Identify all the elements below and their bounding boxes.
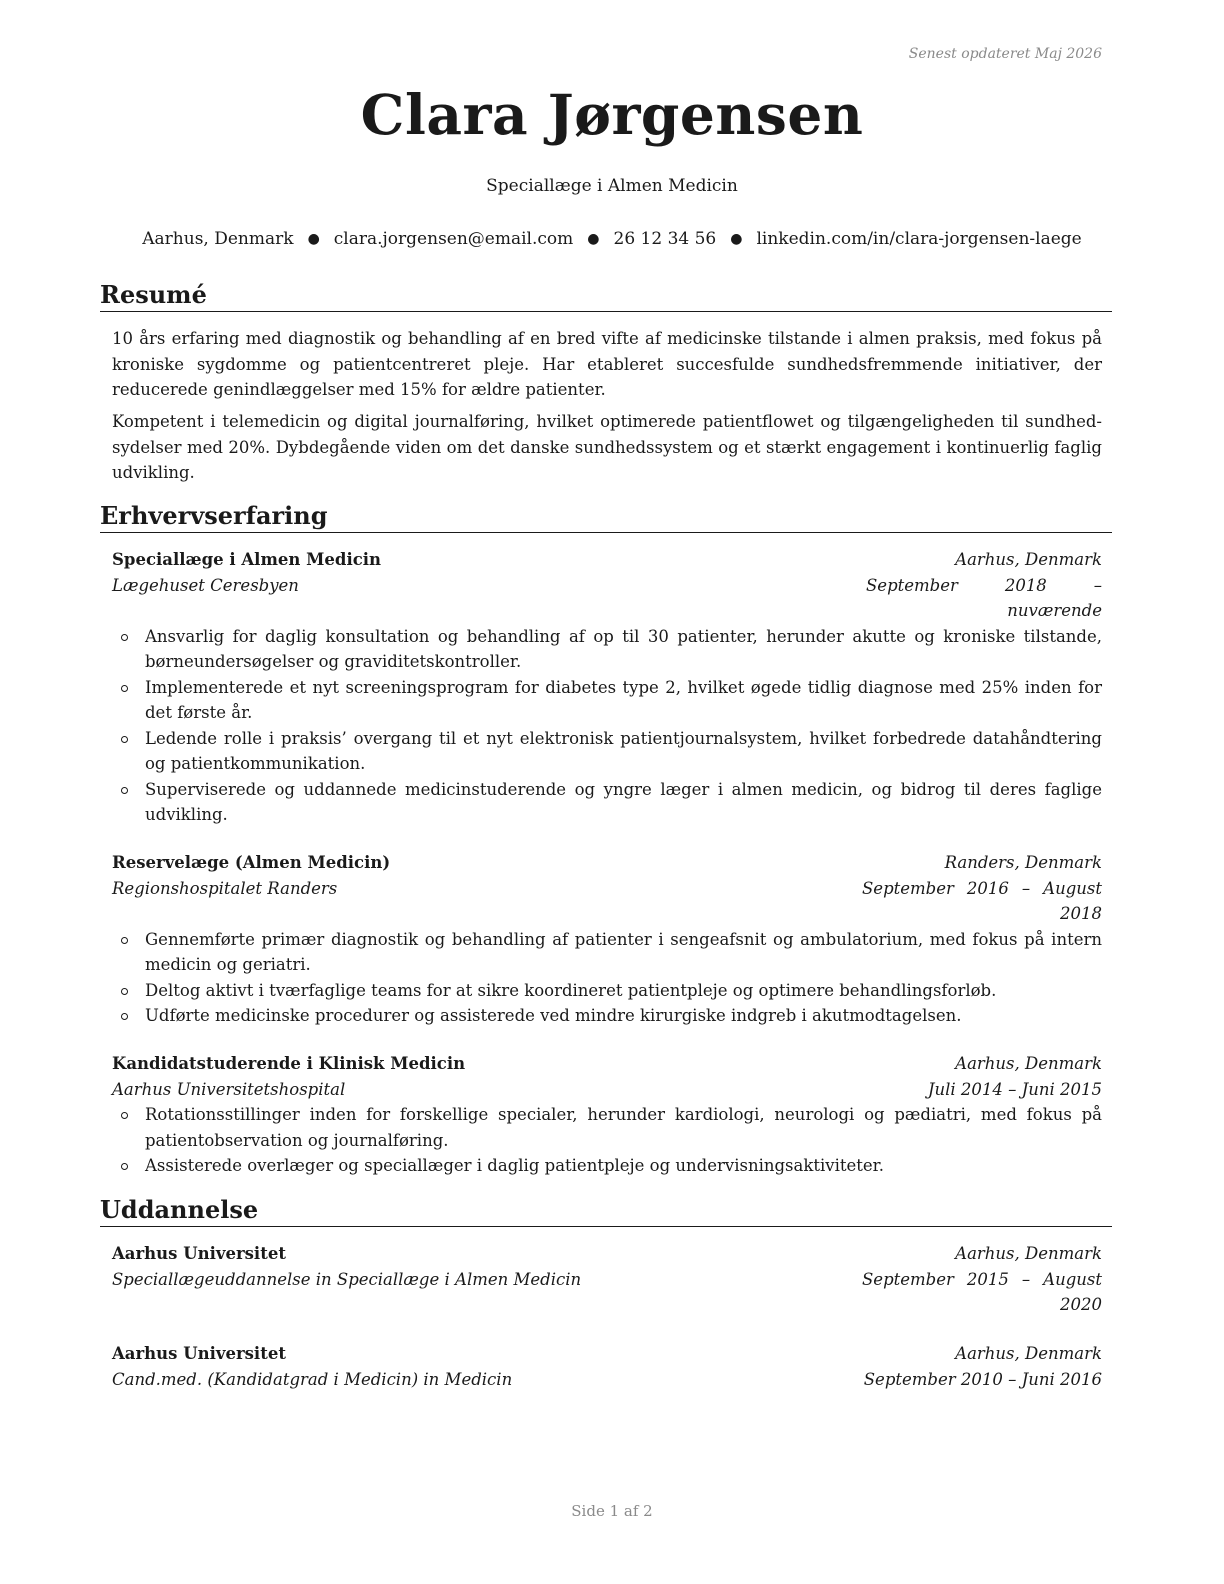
experience-entry	[112, 547, 1102, 828]
list-item: Rotationsstillinger inden for forskellige specialer, herunder kardiologi, neurologi og pædiatri, med fokus på patientobservation og journalføring.	[112, 1102, 1102, 1153]
candidate-title: Speciallæge i Almen Medicin	[486, 176, 738, 196]
bullet-separator-icon: ●	[307, 231, 320, 247]
job-dates: September 2016 – August 2018	[862, 878, 1102, 923]
job-title: Kandidatstuderende i Klinisk Medicin	[112, 1054, 466, 1073]
list-item: Implementerede et nyt screeningsprogram for diabetes type 2, hvilket øgede tidlig diagnose med 25% inden for det første år.	[112, 675, 1102, 726]
candidate-name: Clara Jørgensen	[360, 82, 864, 147]
degree: Cand.med. (Kandidatgrad i Medicin) in Medicin	[112, 1369, 513, 1389]
list-item: Superviserede og uddannede medicinstuderende og yngre læger i almen medicin, og bidrog til deres faglige udvikling.	[112, 777, 1102, 828]
section-title-education: Uddannelse	[100, 1195, 1112, 1227]
job-organization: Lægehuset Ceresbyen	[112, 575, 299, 595]
summary-paragraph: 10 års erfaring med diagnostik og behandling af en bred vifte af medicinske tilstande i almen praksis, med fokus på kroniske sygdomme og patientcentreret pleje. Har etableret succesfulde sundhedsfremmende initiativer, der reducerede genindlæggelser med 15% for ældre patienter.	[112, 329, 1102, 399]
school-name: Aarhus Universitet	[112, 1344, 286, 1363]
list-item: Udførte medicinske procedurer og assisterede ved mindre kirurgiske indgreb i akutmodtagelsen.	[112, 1003, 1102, 1029]
bullet-separator-icon: ●	[587, 231, 600, 247]
list-item: Assisterede overlæger og speciallæger i daglig patientpleje og undervisningsaktiviteter.	[112, 1153, 1102, 1179]
job-responsibilities	[112, 927, 1102, 1029]
list-item: Ledende rolle i praksis’ overgang til et nyt elektronisk patientjournalsystem, hvilket forbedrede datahåndtering og patientkommunikation.	[112, 726, 1102, 777]
job-dates: Juli 2014 – Juni 2015	[927, 1079, 1102, 1099]
summary-paragraph: Kompetent i telemedicin og digital journalføring, hvilket optimerede patientflowet og tilgængeligheden til sundhedsydelser med 20%. Dybdegående viden om det danske sundhedssystem og et stærkt engagement i kontinuerlig faglig udvikling.	[112, 412, 1102, 482]
school-location: Aarhus, Denmark	[955, 1344, 1102, 1363]
job-location: Randers, Denmark	[944, 853, 1102, 872]
contact-linkedin[interactable]: linkedin.com/in/clara-jorgensen-laege	[756, 229, 1082, 249]
education-entry	[112, 1241, 1102, 1318]
job-organization: Aarhus Universitetshospital	[112, 1079, 346, 1099]
school-location: Aarhus, Denmark	[955, 1244, 1102, 1263]
last-updated: Senest opdateret Maj 2026	[908, 46, 1102, 62]
contact-location: Aarhus, Denmark	[142, 229, 294, 249]
list-item: Gennemførte primær diagnostik og behandling af patienter i sengeafsnit og ambulatorium, med fokus på intern medicin og geriatri.	[112, 927, 1102, 978]
list-item: Deltog aktivt i tværfaglige teams for at sikre koordineret patientpleje og optimere behandlingsforløb.	[112, 978, 1102, 1004]
contact-phone: 26 12 34 56	[613, 229, 717, 249]
section-title-summary: Resumé	[100, 280, 1112, 312]
page-number: Side 1 af 2	[571, 1502, 653, 1520]
job-organization: Regionshospitalet Randers	[112, 878, 338, 898]
job-responsibilities	[112, 1102, 1102, 1179]
job-responsibilities	[112, 624, 1102, 828]
degree: Speciallægeuddannelse in Speciallæge i Almen Medicin	[112, 1269, 582, 1289]
list-item: Ansvarlig for daglig konsultation og behandling af op til 30 patienter, herunder akutte og kroniske tilstande, børneundersøgelser og graviditetskontroller.	[112, 624, 1102, 675]
job-title: Speciallæge i Almen Medicin	[112, 550, 382, 569]
education-dates: September 2010 – Juni 2016	[863, 1369, 1102, 1389]
experience-entry	[112, 1051, 1102, 1179]
job-dates: September 2018 – nuværende	[866, 575, 1102, 620]
contact-line	[0, 229, 1224, 249]
contact-email[interactable]: clara.jorgensen@email.com	[333, 229, 574, 249]
school-name: Aarhus Universitet	[112, 1244, 286, 1263]
education-entry	[112, 1341, 1102, 1418]
job-title: Reservelæge (Almen Medicin)	[112, 853, 391, 872]
job-location: Aarhus, Denmark	[955, 550, 1102, 569]
education-dates: September 2015 – August 2020	[862, 1269, 1102, 1314]
experience-entry	[112, 850, 1102, 1029]
section-title-experience: Erhvervserfaring	[100, 501, 1112, 533]
bullet-separator-icon: ●	[730, 231, 743, 247]
job-location: Aarhus, Denmark	[955, 1054, 1102, 1073]
